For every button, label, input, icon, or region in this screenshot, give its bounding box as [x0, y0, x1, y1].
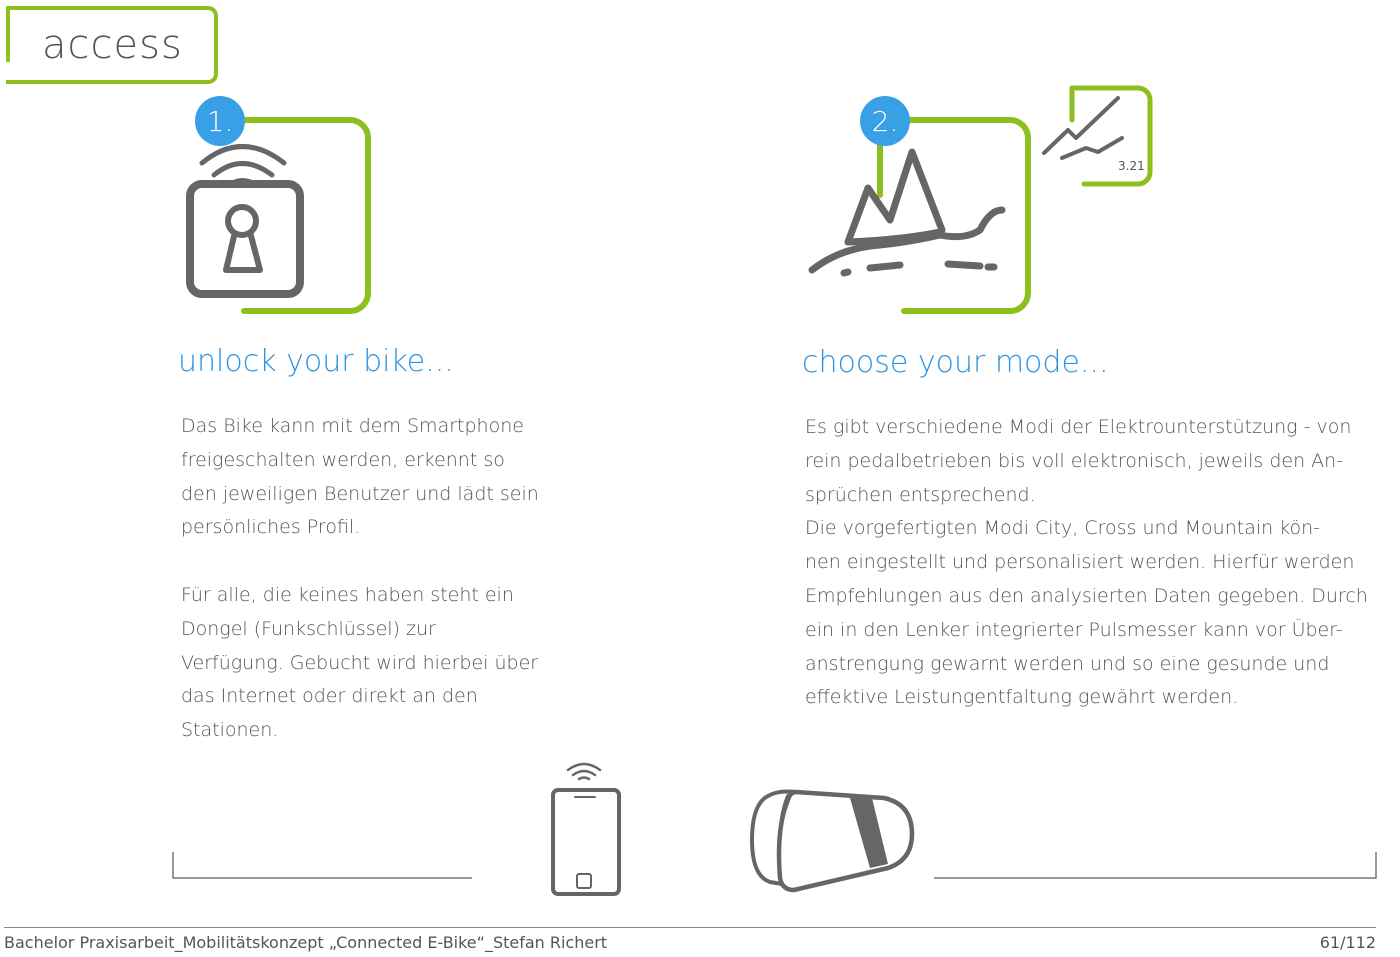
bottom-bracket-left	[170, 850, 475, 882]
mountain-icon-group	[800, 80, 1160, 320]
lock-icon	[190, 184, 300, 294]
feature-heading-mode: choose your mode...	[802, 345, 1109, 380]
section-tag: access	[42, 22, 183, 68]
footer-divider	[4, 927, 1376, 928]
smartphone-icon	[548, 758, 626, 900]
step-badge-2: 2.	[860, 96, 910, 146]
step-badge-1: 1.	[195, 96, 245, 146]
paragraph: Für alle, die keines haben steht ein Dongel (Funkschlüssel) zur Verfügung. Gebucht wird hierbei über das Internet oder direkt an den Stationen.	[181, 583, 539, 742]
chart-value-label: 3.21	[1118, 159, 1145, 173]
paragraph: Es gibt verschiedene Modi der Elektrounterstützung - von rein pedalbetrieben bis voll elektronisch, jeweils den An- sprüchen entsprechend. Die vorgefertigten Modi City, Cross und Mountain kön- nen eingestellt und personalisiert werden. Hierfür werden Empfehlungen aus den analysierten Daten gegeben. Durch ein in den Lenker integrierter Pulsmesser kann vor Über- anstrengung gewarnt werden und so eine gesunde und effektive Leistungentfaltung gewährt werden.	[805, 416, 1368, 709]
footer-title: Bachelor Praxisarbeit_Mobilitätskonzept „Connected E-Bike“_Stefan Richert	[4, 933, 608, 952]
feature-heading-unlock: unlock your bike...	[178, 344, 454, 379]
feature-text-unlock	[181, 410, 581, 748]
dongle-icon	[748, 784, 920, 896]
feature-text-mode	[805, 411, 1385, 715]
chart-icon	[1044, 88, 1150, 184]
mountain-icon	[812, 152, 1002, 273]
page-number: 61/112	[1319, 933, 1376, 952]
paragraph: Das Bike kann mit dem Smartphone freigeschalten werden, erkennt so den jeweiligen Benutzer und lädt sein persönliches Profil.	[181, 415, 539, 539]
green-frame-2	[880, 120, 1028, 311]
bottom-bracket-right	[932, 850, 1380, 882]
